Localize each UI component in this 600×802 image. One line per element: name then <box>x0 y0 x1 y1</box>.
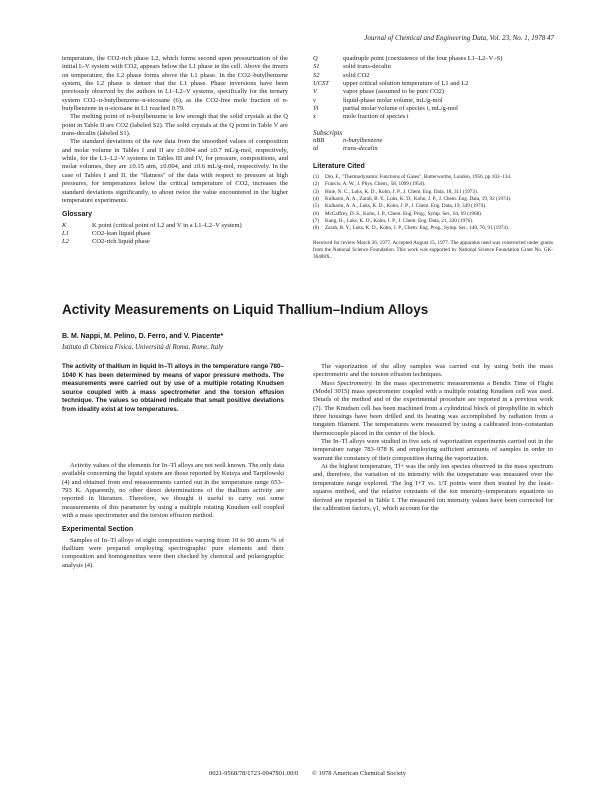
glossary-entry: K K point (critical point of L2 and V in a L1–L2–V system) <box>62 221 242 229</box>
glossary-entry: S2 solid CO2 <box>313 71 370 79</box>
subscript-entry: td trans-decalin <box>313 145 378 153</box>
glossary-entry: L1 CO2-lean liquid phase <box>62 229 151 237</box>
paragraph: Samples of In–Tl alloys of eight compositions varying from 10 to 90 atom % of thallium were prepared employing spectrographic pure elements and their composition and homogeneities were then checked by chemical and polarographic analysis (4). <box>62 536 284 569</box>
reference: (1) Din, F., "Thermodynamic Functions of Gases", Butterworths, London, 1956, pp 102–134. <box>313 174 512 181</box>
footer-code: 0021-9568/78/1723-0047$01.00/0 <box>208 770 299 777</box>
paragraph: The melting point of n-butylbenzene is low enough that the solid crystals at the Q point in Table II are CO2 (labeled S2). The solid crystals at the Q point in Table V are trans-decalin (labeled S1). <box>62 113 288 138</box>
reference: (8) Zarah, B. Y., Luks, K. D., Kohn, J. P., Chem. Eng. Prog., Symp. Ser., 140, 70, 91 (1974). <box>313 225 510 232</box>
glossary-entry: V̄i partial molar volume of species i, mL/g-mol <box>313 105 458 113</box>
reference: (6) McCaffrey, D. S., Kohn, J. P., Chem. Eng. Prog., Symp. Ser., 64, 69 (1968). <box>313 210 483 217</box>
experimental-heading: Experimental Section <box>62 526 134 534</box>
reference: (4) Kulkarni, A. A., Zarah, B. Y., Luks, K. D., Kohn, J. P., J. Chem. Eng. Data, 19, 92 (1974). <box>313 196 512 203</box>
article-abstract: The activity of thallium in liquid In–Tl alloys in the temperature range 780–1040 K has been determined by means of vapor pressure methods. The measurements were carried out by use of a multiple rotating Knudsen source coupled with a mass spectrometer and the torsion effusion technique. The values so obtained indicate that small positive deviations from ideality exist at low temperatures. <box>62 363 284 413</box>
glossary-entry: V vapor phase (assumed to be pure CO2) <box>313 88 445 96</box>
paragraph: The vaporization of the alloy samples was carried out by using both the mass spectrometric and the torsion effusion techniques. <box>313 363 553 379</box>
glossary-heading: Glossary <box>62 211 92 219</box>
article-title: Activity Measurements on Liquid Thallium–Indium Alloys <box>62 302 429 317</box>
glossary-entry: UCST upper critical solution temperature of L1 and L2 <box>313 80 469 88</box>
paragraph: At the highest temperature, Tl+ was the only ion species observed in the mass spectrum and, therefore, the variation of its intensity with the temperature was measured over the temperature range explored. The log I+T vs. 1/T points were then treated by the least-squares method, and the relative constants of the ion intensity–temperature equations so derived are reported in Table I. The measured ion intensity values have been corrected for the calibration factors, γ1, which account for the <box>313 463 553 512</box>
running-head: Journal of Chemical and Engineering Data, Vol. 23, No. 1, 1978 47 <box>364 34 554 42</box>
footer-copyright: © 1978 American Chemical Society <box>311 770 407 777</box>
glossary-entry: v liquid-phase molar volume, mL/g-mol <box>313 96 443 104</box>
paragraph: temperature, the CO2-rich phase L2, which forms second upon pressurization of the initial L-V system with CO2, appears below the L1 phase in the cell. Above the invers on temperature, the L2 phase forms above the L1 phase. In the CO2–butylbenzene system, the L2 phase is denser that the L1 phase. Phase inversions have been previously observed by the authors in L1–L2–V systems, specifically for the ternary system CO2–n-butylbenzene–n-eicosane (6), as the CO2-free mole fraction of n-butylbenzene in n-eicosane in L1 reached 0.79. <box>62 55 288 113</box>
subscript-entry: nBB n-butylbenzene <box>313 137 383 145</box>
glossary-entry: x mole fraction of species i <box>313 113 409 121</box>
bottom-right-column <box>313 363 553 513</box>
top-right-column <box>313 55 553 261</box>
bottom-left-column <box>62 462 284 570</box>
paragraph: Mass Spectrometry. In the mass spectrometric measurements a Bendix Time of Flight (Model 3015) mass spectrometer coupled with a multiple rotating Knudsen cell was used. Details of the method and of the experimental procedure are reported in a previous work (7). The Knudsen cell has been machined from a cylindrical block of pirophyllite in which three housings have been drilled and its heating was accomplished by radiation from a tungsten filament. The temperatures were measured by using a calibrated iron–constantan thermocouple placed in the center of the block. <box>313 379 554 437</box>
paragraph: The standard deviations of the raw data from the smoothed values of composition and molar volume in Tables I and II are ±0.004 and ±0.7 mL/g-mol, respectively, while, for the L1–L2–V systems in Tables III and IV, for pressure, compositions, and molar volumes, they are ±0.15 atm, ±0.004, and ±0.6 mL/g-mol, respectively. In the case of Tables I and II, the "flatness" of the data with respect to pressure at high pressures, for temperatures below the critical temperature of CO2, increases the standard deviations significantly, to about twice the value encountered in the higher temperature experiments. <box>62 138 288 204</box>
literature-cited-heading: Literature Cited <box>313 162 365 170</box>
top-left-column <box>62 55 288 247</box>
glossary-entry: S1 solid trans-decalin <box>313 63 391 71</box>
received-note: Received for review March 26, 1977. Accepted August 15, 1977. The apparatus used was constructed under grants from the National Science Foundation. This work was supported by National Science Foundation Grant No. GK-36488X. <box>313 239 553 261</box>
subscripts-heading: Subscripts <box>313 128 343 137</box>
references-list <box>313 174 553 232</box>
glossary-entry: Q quadruple point (coexistence of the four phases L1–L2–V–S) <box>313 55 503 62</box>
paragraph: The In–Tl alloys were studied in five sets of vaporization experiments carried out in the temperature range 783–978 K and employing sufficient amounts of samples in order to warrant the constancy of their composition during the vaporization. <box>313 438 553 462</box>
article-authors: B. M. Nappi, M. Pelino, D. Ferro, and V. Piacente* <box>62 333 224 340</box>
mass-spectrometry-label: Mass Spectrometry. <box>321 379 373 387</box>
glossary-entry: L2 CO2-rich liquid phase <box>62 238 150 246</box>
reference: (5) Kulkarni, A. A., Luks, K. D., Kohn, J. P., J. Chem. Eng. Data, 19, 349 (1974). <box>313 203 487 210</box>
reference: (3) Huie, N. C., Luks, K. D., Kohn, J. P., J. Chem. Eng. Data, 18, 311 (1973). <box>313 188 478 195</box>
reference: (7) Kang, H., Luks, K. D., Kohn, J. P., J. Chem. Eng. Data, 21, 330 (1976). <box>313 217 474 224</box>
page-footer <box>62 770 553 777</box>
paragraph: Activity values of the elements for In–Tl alloys are not well known. The only data available concerning the liquid system are those reported by Kutsya and Tarpilowski (4) and obtained from emf measurements carried out in the temperature range 653–793 K. Apparently, no other direct determinations of the thallium activity are reported in literature. Therefore, we thought it useful to carry out some measurements of this parameter by using a multiple rotating Knudsen cell coupled with a mass spectrometer and the torsion effusion method. <box>62 462 284 520</box>
reference: (2) Francis, A. W., J. Phys. Chem., 58, 1099 (1954). <box>313 181 426 188</box>
article-affiliation: Istituto di Chimica Fisica, Università di Roma, Rome, Italy <box>62 344 224 351</box>
